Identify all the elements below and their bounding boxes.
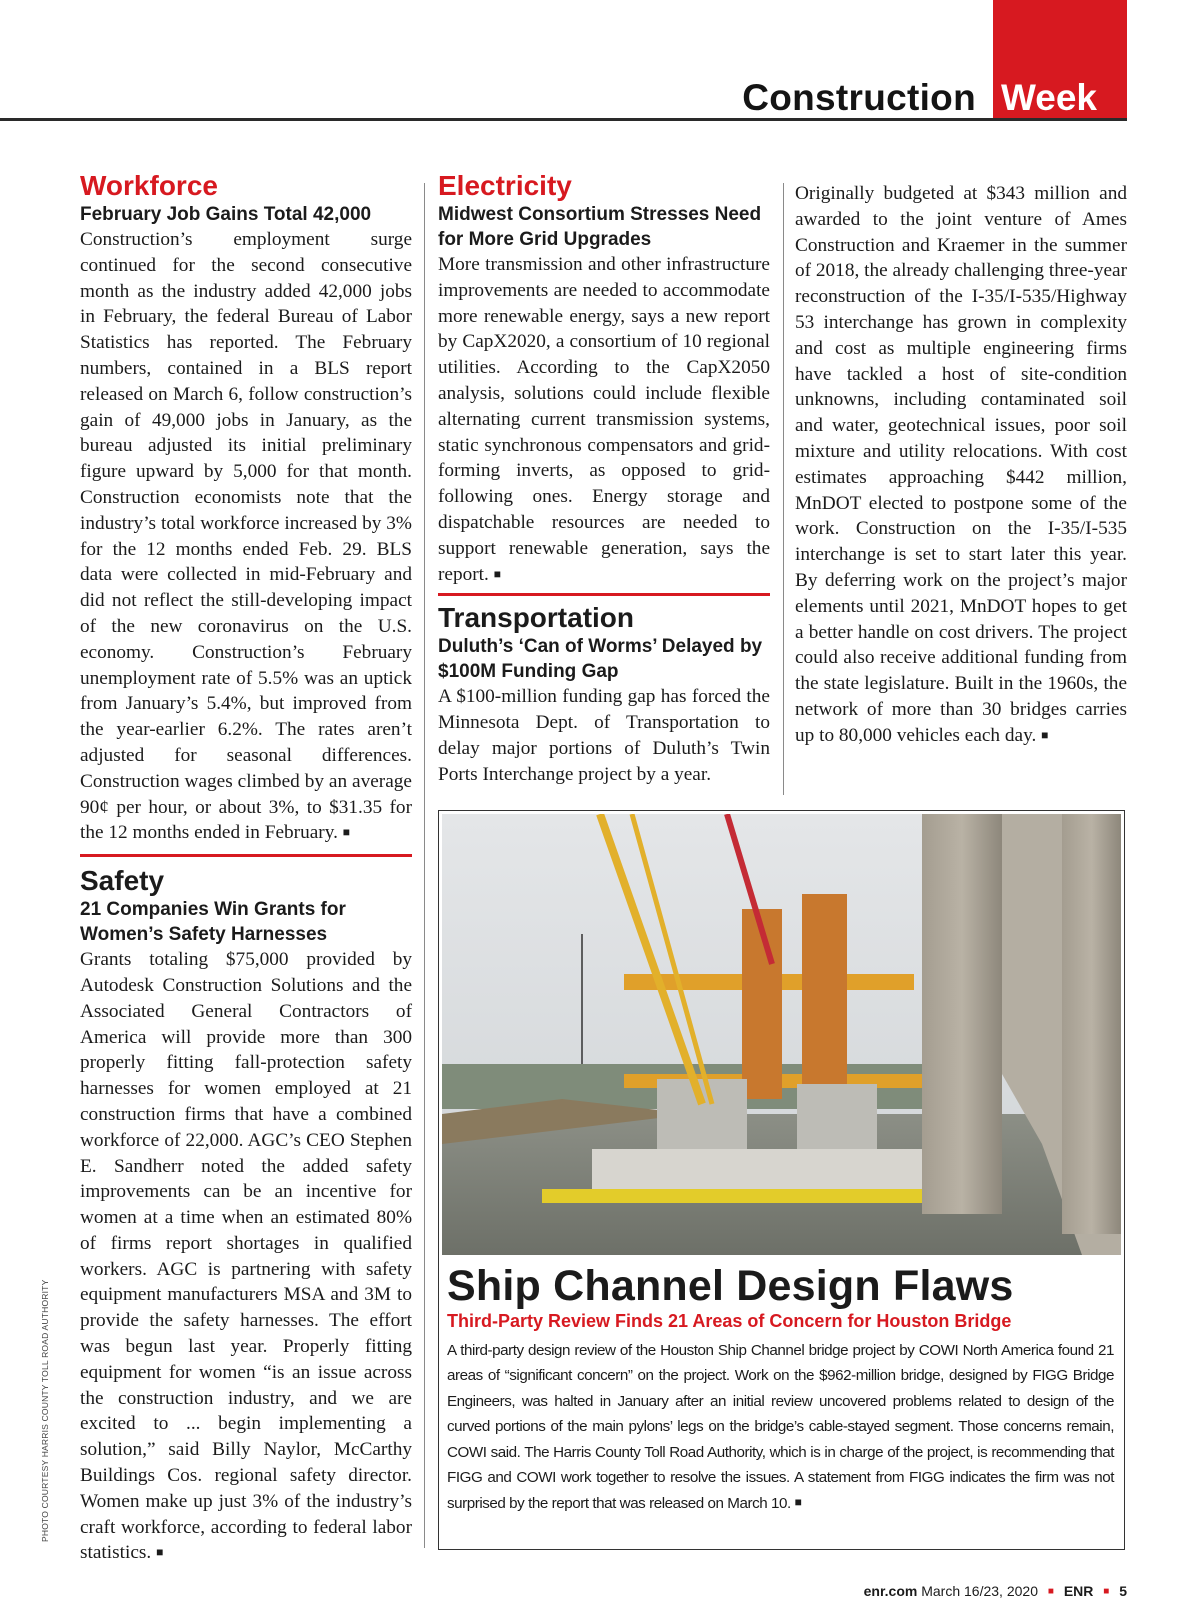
transportation-section-title: Transportation	[438, 602, 635, 634]
feature-title: Ship Channel Design Flaws	[447, 1262, 1014, 1310]
footer-site-link[interactable]: enr.com	[863, 1583, 918, 1599]
transportation-body-continued: Originally budgeted at $343 million and awarded to the joint venture of Ames Construction and Kraemer in the summer of 2018, the already challenging three-year reconstruction of the I-35/I-535/Highway 53 interchange has grown in complexity and cost as multiple engineering firms have tackled a host of site-condition unknowns, including contaminated soil and water, geotechnical issues, poor soil mixture and utility relocations. With cost estimates approaching $442 million, MnDOT elected to postpone some of the work. Construction on the I-35/I-535 interchange is set to start later this year. By deferring work on the project’s major elements until 2021, MnDOT hopes to get a better handle on cost drivers. The project could also receive additional funding from the state legislature. Built in the 1960s, the network of more than 30 bridges carries up to 80,000 vehicles each day. ■	[795, 183, 1127, 746]
header-rule	[0, 118, 1127, 121]
article-workforce	[80, 170, 412, 846]
workforce-body: Construction’s employment surge continued for the second consecutive month as the industry added 42,000 jobs in February, the federal Bureau of Labor Statistics has reported. The February numbers, contained in a BLS report released on March 6, follow construction’s gain of 49,000 jobs in January, as the bureau adjusted its initial preliminary figure upward by 5,000 for that month. Construction economists note that the industry’s total workforce increased by 3% for the 12 months ended Feb. 29. BLS data were collected in mid-February and did not reflect the still-developing impact of the new coronavirus on the U.S. economy. Construction’s February unemployment rate of 5.5% was an uptick from January’s 5.4%, but improved from the year-earlier 6.2%. The rates aren’t adjusted for seasonal differences. Construction wages climbed by an average 90¢ per hour, or about 3%, to $31.35 for the 12 months ended in February. ■	[80, 229, 412, 844]
feature-subtitle: Third-Party Review Finds 21 Areas of Concern for Houston Bridge	[447, 1311, 1012, 1331]
section-title: Construction	[742, 77, 976, 118]
safety-body: Grants totaling $75,000 provided by Autodesk Construction Solutions and the Associated General Contractors of America will provide more than 300 properly fitting fall-protection safety harnesses for women employed at 21 construction firms that have a combined workforce of 22,000. AGC’s CEO Stephen E. Sandherr noted the added safety improvements can be an incentive for women at a time when an estimated 80% of firms report shortages in qualified workers. AGC is partnering with safety equipment manufacturers MSA and 3M to provide the safety harnesses. The effort was begun last year. Properly fitting equipment for women “is an issue across the construction industry, and we are excited to ... begin implementing a solution,” said Billy Naylor, McCarthy Buildings Cos. regional safety director. Women make up just 3% of the industry’s craft workforce, according to federal labor statistics. ■	[80, 949, 412, 1564]
transportation-headline: Duluth’s ‘Can of Worms’ Delayed by $100M Funding Gap	[438, 636, 763, 683]
column-left	[80, 170, 412, 1566]
bridge-construction-photo	[442, 814, 1121, 1255]
end-mark-icon: ■	[156, 1545, 164, 1560]
footer-date: March 16/23, 2020	[921, 1583, 1038, 1599]
section-divider	[438, 593, 770, 596]
column-middle	[438, 170, 770, 788]
safety-headline: 21 Companies Win Grants for Women’s Safety Harnesses	[80, 899, 346, 946]
column-right	[795, 181, 1127, 749]
photo-credit: PHOTO COURTESY HARRIS COUNTY TOLL ROAD AUTHORITY	[40, 1279, 50, 1542]
page-number: 5	[1119, 1583, 1127, 1599]
section-title-accent: Week	[1001, 77, 1097, 118]
section-divider	[80, 854, 412, 857]
end-mark-icon: ■	[493, 566, 501, 581]
footer-separator-icon: ■	[1047, 1586, 1054, 1597]
electricity-headline: Midwest Consortium Stresses Need for More Grid Upgrades	[438, 204, 762, 250]
end-mark-icon: ■	[342, 825, 351, 840]
feature-body: A third-party design review of the Houston Ship Channel bridge project by COWI North America found 21 areas of “significant concern” on the project. Work on the $962-million bridge, designed by FIGG Bridge Engineers, was halted in January after an initial review uncovered problems related to design of the curved portions of the main pylons’ legs on the bridge’s cable-stayed segment. Those concerns remain, COWI said. The Harris County Toll Road Authority, which is in charge of the project, is recommending that FIGG and COWI work together to resolve the issues. A statement from FIGG indicates the firm was not surprised by the report that was released on March 10. ■	[447, 1342, 1114, 1513]
bridge-construction-illustration	[442, 814, 1121, 1255]
page-footer	[864, 1583, 1127, 1599]
electricity-body: More transmission and other infrastructure improvements are needed to accommodate more renewable energy, says a new report by CapX2020, a consortium of 10 regional utilities. According to the CapX2050 analysis, solutions could include flexible alternating current transmission systems, static synchronous compensators and grid-forming inverts, as opposed to grid-following ones. Energy storage and dispatchable resources are needed to support renewable generation, says the report. ■	[438, 254, 770, 585]
article-transportation	[438, 602, 770, 787]
end-mark-icon: ■	[794, 1495, 802, 1510]
article-safety	[80, 865, 412, 1566]
column-divider	[424, 183, 425, 1548]
safety-section-title: Safety	[80, 865, 165, 897]
article-electricity	[438, 170, 770, 587]
workforce-section-title: Workforce	[80, 170, 218, 201]
footer-separator-icon: ■	[1103, 1586, 1110, 1597]
footer-brand: ENR	[1063, 1583, 1094, 1599]
column-divider	[783, 183, 784, 795]
transportation-body: A $100-million funding gap has forced the Minnesota Dept. of Transportation to delay major portions of Duluth’s Twin Ports Interchange project by a year.	[438, 686, 770, 785]
end-mark-icon: ■	[1041, 727, 1049, 742]
workforce-headline: February Job Gains Total 42,000	[80, 204, 372, 225]
electricity-section-title: Electricity	[438, 170, 572, 201]
